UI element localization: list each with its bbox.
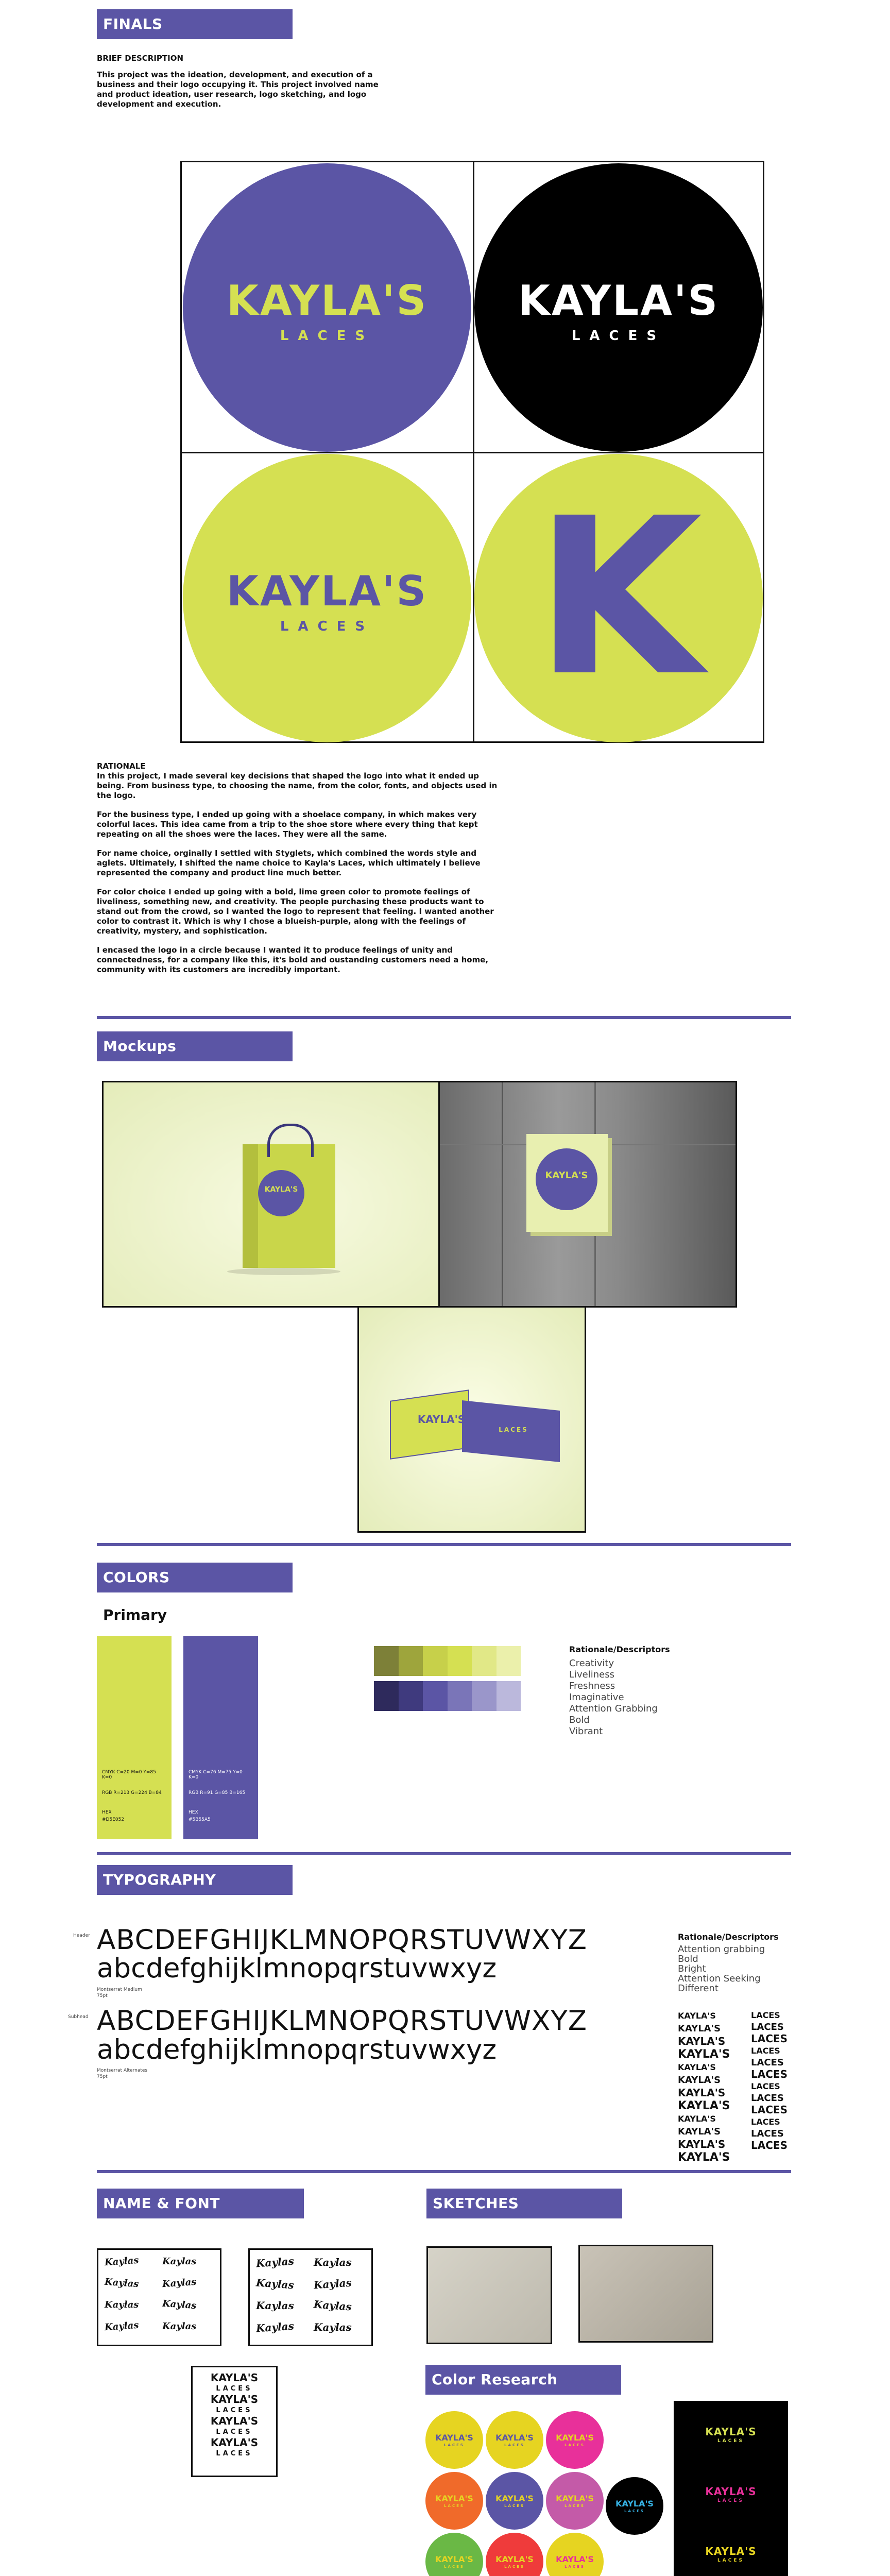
tint-swatch [497,1646,521,1676]
tint-swatch [374,1681,399,1711]
kayla-sample: KAYLA'S [678,2126,721,2137]
swatch-lime [97,1636,172,1839]
logo-wordmark: KAYLA'S [545,1170,588,1181]
logo-monogram-circle [474,454,763,742]
swatch-hex: #5B55A5 [189,1817,211,1822]
descriptor: Liveliness [569,1669,614,1680]
rationale-paragraph: In this project, I made several key decisions that shaped the logo into what it ended up being. From business type, to choosing the name, from the color, fonts, and objects used in the logo. [97,771,498,800]
sheet-subword: LACES [216,2450,253,2458]
logo-subword: LACES [280,619,374,634]
research-circle [486,2472,543,2530]
research-circle [486,2411,543,2469]
tint-swatch [399,1646,423,1676]
colors-rationale-heading: Rationale/Descriptors [569,1645,670,1654]
typography-section-label: TYPOGRAPHY [97,1865,293,1895]
descriptor: Different [678,1983,718,1994]
laces-sample: LACES [751,2046,780,2056]
research-wordmark: KAYLA'S [435,2554,473,2564]
script-sample: Kaylas [104,2319,140,2333]
research-circle [546,2411,604,2469]
descriptor: Vibrant [569,1726,603,1737]
sheet-subword: LACES [216,2406,253,2414]
sheet-subword: LACES [216,2385,253,2393]
laces-sample: LACES [751,2093,784,2104]
rationale-text [97,771,509,984]
descriptor: Bold [569,1715,590,1725]
card-wordmark: KAYLA'S [705,2545,757,2557]
logo-purple-circle [183,163,471,452]
research-circle [486,2533,543,2576]
ideation-section-label: NAME & FONT IDEATION [97,2189,304,2218]
tint-swatch [423,1646,448,1676]
script-sample: Kaylas [256,2299,294,2312]
card-subword: LACES [717,2438,744,2444]
descriptor: Attention Seeking [678,1973,761,1984]
rationale-heading: RATIONALE [97,761,146,771]
kayla-sample: KAYLA'S [678,2011,716,2021]
color-research-black-card [674,2401,788,2576]
logo-subword: LACES [571,328,666,344]
swatch-cmyk: CMYK C=20 M=0 Y=85 K=0 [102,1770,156,1780]
kayla-sample: KAYLA'S [678,2075,721,2086]
logo-subword: LACES [280,328,374,344]
script-sample: Kaylas [255,2255,295,2270]
script-sample: Kaylas [313,2298,352,2313]
swatch-purple [183,1636,258,1839]
descriptor: Creativity [569,1658,614,1669]
tint-swatch [472,1646,497,1676]
tint-swatch [423,1681,448,1711]
mockup-bag [102,1081,440,1308]
research-subword: LACES [564,2504,585,2508]
script-sample: Kaylas [313,2276,352,2292]
research-circle [425,2472,483,2530]
script-sample: Kaylas [162,2321,197,2332]
sketches-section-label: SKETCHES [426,2189,622,2218]
research-circle [546,2533,604,2576]
mockups-section-label: Mockups [97,1031,293,1061]
research-circle [425,2411,483,2469]
research-wordmark: KAYLA'S [435,2433,473,2443]
swatch-hex-label: HEX [189,1810,198,1815]
header-tag: Header [73,1933,90,1938]
primary-heading: Primary [103,1606,167,1623]
script-sample: Kaylas [104,2276,140,2290]
mockup-box [357,1306,586,1533]
brief-heading: BRIEF DESCRIPTION [97,54,184,63]
logo-wordmark: KAYLA'S [417,1413,466,1426]
brief-text: This project was the ideation, development, and execution of a business and their logo occupying it. This project involved name and product ideation, user research, logo sketching, and logo development and execution. [97,70,379,109]
tint-swatch [448,1681,472,1711]
tint-swatch [374,1646,399,1676]
rationale-paragraph: For color choice I ended up going with a bold, lime green color to promote feelings of liveliness, something new, and creativity. The people purchasing these products want to stand out from the crowd, so I wanted the logo to represent that feeling. I wanted another color to contrast it. Which is why I chose a blueish-purple, along with the feelings of creativity, mystery, and sophistication. [97,887,494,936]
sheet-subword: LACES [216,2428,253,2436]
laces-font-samples [751,2009,792,2151]
kayla-sample: KAYLA'S [678,2138,726,2150]
script-sample: Kaylas [105,2299,139,2310]
logo-lime-circle [183,454,471,742]
laces-sample: LACES [751,2010,780,2020]
research-subword: LACES [504,2443,525,2447]
tint-swatch [497,1681,521,1711]
tint-swatch [472,1681,497,1711]
research-wordmark: KAYLA'S [495,2494,534,2503]
laces-sample: LACES [751,2081,780,2091]
laces-sample: LACES [751,2057,784,2068]
swatch-rgb: RGB R=213 G=224 B=84 [102,1790,162,1795]
finals-section-label: FINALS [97,9,293,39]
script-sample: Kaylas [255,2276,295,2292]
type-rationale-heading: Rationale/Descriptors [678,1932,779,1942]
font1-lowercase: abcdefghijklmnopqrstuvwxyz [97,1953,497,1984]
research-wordmark: KAYLA'S [615,2499,654,2509]
section-divider [97,1543,791,1546]
swatch-hex: #D5E052 [102,1817,125,1822]
rationale-paragraph: For the business type, I ended up going with a shoelace company, in which makes very colorful laces. This idea came from a trip to the shoe store where every thing that kept repeating on all the shoes were the laces. They were all the same. [97,810,478,839]
colors-descriptors [569,1658,658,1737]
kayla-sample: KAYLA'S [678,2151,730,2164]
script-sample: Kaylas [314,2321,352,2333]
color-research-circles [425,2411,671,2576]
logo-wordmark: KAYLA'S [226,567,428,615]
research-subword: LACES [504,2504,525,2508]
card-subword: LACES [717,2498,744,2503]
research-wordmark: KAYLA'S [556,2554,594,2564]
research-wordmark: KAYLA'S [495,2554,534,2564]
type-descriptors [678,1944,765,1993]
font2-uppercase: ABCDEFGHIJKLMNOPQRSTUVWXYZ [97,2005,587,2037]
logo-subword: LACES [499,1426,528,1433]
research-subword: LACES [564,2565,585,2569]
kayla-font-samples [678,2009,745,2164]
font2-size: 75pt [97,2074,108,2079]
colors-section-label: COLORS [97,1563,293,1592]
laces-sample: LACES [751,2139,788,2151]
rationale-paragraph: I encased the logo in a circle because I wanted it to produce feelings of unity and connectedness, for a company like this, it's bold and oustanding customers need a home, community with its customers are incredibly important. [97,945,489,974]
research-circle [546,2472,604,2530]
script-sample: Kaylas [162,2276,197,2290]
swatch-cmyk: CMYK C=76 M=75 Y=0 K=0 [189,1770,243,1780]
research-circle [425,2533,483,2576]
laces-sample: LACES [751,2128,784,2139]
research-subword: LACES [444,2504,465,2508]
laces-sample: LACES [751,2117,780,2127]
research-wordmark: KAYLA'S [556,2494,594,2503]
laces-sample: LACES [751,2068,788,2080]
ideation-script-sheet-2 [248,2248,373,2346]
sheet-wordmark: KAYLA'S [210,2436,259,2449]
tint-swatch [448,1646,472,1676]
research-subword: LACES [444,2565,465,2569]
script-sample: Kaylas [162,2298,197,2312]
tint-row-purple [374,1681,521,1711]
swatch-hex-label: HEX [102,1810,112,1815]
section-divider [97,2170,791,2173]
color-research-section-label: Color Research [425,2365,621,2395]
kayla-sample: KAYLA'S [678,2087,726,2099]
research-subword: LACES [504,2565,525,2569]
sketch-photo-1 [426,2246,552,2344]
research-wordmark: KAYLA'S [495,2433,534,2443]
rationale-paragraph: For name choice, orginally I settled with Styglets, which combined the words style and aglets. Ultimately, I shifted the name choice to Kayla's Laces, which ultimately I believe represented the company and product line much better. [97,849,481,877]
font2-lowercase: abcdefghijklmnopqrstuvwxyz [97,2034,497,2065]
font1-name: Montserrat Medium [97,1987,142,1992]
research-wordmark: KAYLA'S [435,2494,473,2503]
kayla-sample: KAYLA'S [678,2099,730,2112]
sketch-photo-2 [578,2245,713,2343]
font2-name: Montserrat Alternates [97,2068,148,2073]
kayla-sample: KAYLA'S [678,2035,726,2047]
logo-wordmark: KAYLA'S [264,1185,298,1194]
sheet-wordmark: KAYLA'S [210,2371,259,2384]
font1-size: 75pt [97,1993,108,1998]
kayla-sample: KAYLA'S [678,2114,716,2124]
section-divider [97,1016,791,1019]
laces-sample: LACES [751,2104,788,2116]
script-sample: Kaylas [255,2319,295,2335]
font1-uppercase: ABCDEFGHIJKLMNOPQRSTUVWXYZ [97,1924,587,1956]
script-sample: Kaylas [104,2255,140,2268]
research-subword: LACES [564,2443,585,2447]
ideation-script-sheet-1 [97,2248,221,2346]
research-subword: LACES [624,2509,645,2513]
descriptor: Attention grabbing [678,1944,765,1955]
logo-black-circle [474,163,763,452]
logo-wordmark: KAYLA'S [518,277,720,325]
swatch-rgb: RGB R=91 G=85 B=165 [189,1790,246,1795]
mockup-sign [438,1081,737,1308]
subhead-tag: Subhead [68,2014,89,2020]
sheet-wordmark: KAYLA'S [210,2393,259,2405]
logo-grid [180,161,764,743]
script-sample: Kaylas [314,2256,352,2268]
card-wordmark: KAYLA'S [705,2426,757,2438]
descriptor: Imaginative [569,1692,624,1703]
card-subword: LACES [717,2558,744,2563]
card-wordmark: KAYLA'S [705,2485,757,2498]
ideation-block-sheet [191,2366,278,2477]
script-sample: Kaylas [162,2256,197,2267]
research-circle [606,2477,663,2535]
sheet-wordmark: KAYLA'S [210,2415,259,2427]
descriptor: Bright [678,1963,706,1974]
research-subword: LACES [444,2443,465,2447]
laces-sample: LACES [751,2022,784,2032]
section-divider [97,1852,791,1855]
logo-wordmark: KAYLA'S [226,277,428,325]
descriptor: Bold [678,1954,698,1964]
research-wordmark: KAYLA'S [556,2433,594,2443]
kayla-sample: KAYLA'S [678,2023,721,2034]
descriptor: Attention Grabbing [569,1703,658,1714]
kayla-sample: KAYLA'S [678,2062,716,2072]
tint-row-lime [374,1646,521,1676]
descriptor: Freshness [569,1681,615,1691]
laces-sample: LACES [751,2032,788,2045]
monogram-k: K [535,472,703,724]
kayla-sample: KAYLA'S [678,2048,730,2061]
tint-swatch [399,1681,423,1711]
